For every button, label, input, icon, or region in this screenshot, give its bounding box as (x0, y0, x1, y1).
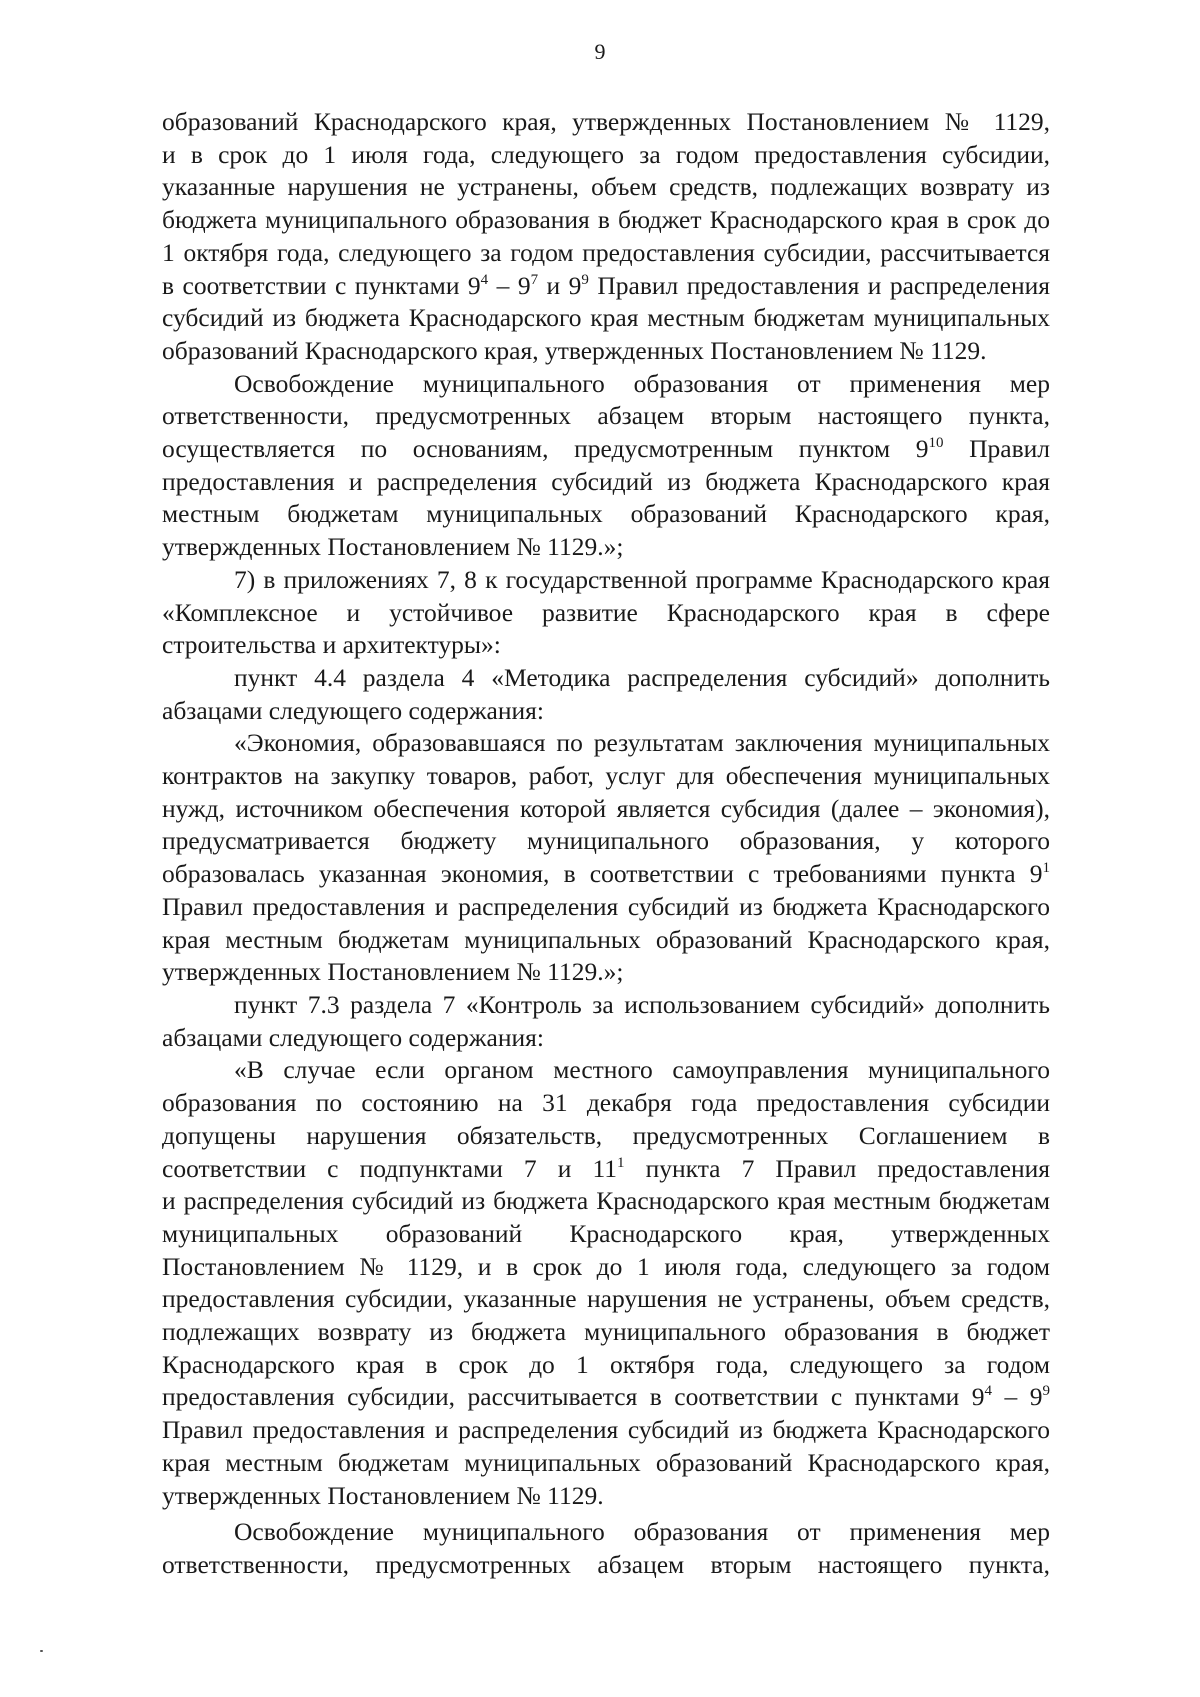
text-segment: образовалась указанная экономия, в соответствии с требованиями пункта 9 (162, 859, 1043, 889)
text-line (162, 433, 1050, 466)
text-line: утвержденных Постановлением № 1129.»; (162, 532, 624, 562)
superscript: 4 (984, 1383, 993, 1400)
text-segment: соответствии с подпунктами 7 и 11 (162, 1153, 618, 1183)
text-line: 7) в приложениях 7, 8 к государственной программе Краснодарского края (234, 564, 1050, 594)
page-number: 9 (594, 39, 606, 64)
text-line (162, 858, 1050, 891)
text-line: и распределения субсидий из бюджета Краснодарского края местным бюджетам (162, 1186, 1050, 1216)
text-line (162, 1153, 1050, 1186)
text-line: края местным бюджетам муниципальных образований Краснодарского края, (162, 1447, 1050, 1477)
text-segment: и 9 (538, 270, 582, 300)
text-segment: – 9 (488, 270, 531, 300)
text-segment: Правил (943, 434, 1050, 464)
text-line: Освобождение муниципального образования от применения мер (234, 1517, 1050, 1547)
text-line: пункт 7.3 раздела 7 «Контроль за использованием субсидий» дополнить (234, 989, 1050, 1019)
text-line: муниципальных образований Краснодарского края, утвержденных (162, 1218, 1050, 1248)
text-segment: пункта 7 Правил предоставления (624, 1153, 1050, 1183)
text-line: местным бюджетам муниципальных образований Краснодарского края, (162, 499, 1050, 529)
text-line: утвержденных Постановлением № 1129.»; (162, 957, 624, 987)
text-line: Правил предоставления и распределения субсидий из бюджета Краснодарского (162, 891, 1050, 921)
paragraph (162, 727, 1050, 989)
text-segment: в соответствии с пунктами 9 (162, 270, 481, 300)
text-line: строительства и архитектуры»: (162, 630, 501, 660)
paragraph (162, 662, 1050, 727)
text-line: предусматривается бюджету муниципального образования, у которого (162, 826, 1050, 856)
superscript: 4 (480, 271, 489, 288)
text-line: субсидий из бюджета Краснодарского края местным бюджетам муниципальных (162, 303, 1050, 333)
text-line: и в срок до 1 июля года, следующего за годом предоставления субсидии, (162, 139, 1050, 169)
document-body (162, 106, 1050, 1582)
text-line: абзацами следующего содержания: (162, 1022, 544, 1052)
text-line: допущены нарушения обязательств, предусмотренных Соглашением в (162, 1120, 1050, 1150)
text-line: Правил предоставления и распределения субсидий из бюджета Краснодарского (162, 1415, 1050, 1445)
text-line: пункт 4.4 раздела 4 «Методика распределения субсидий» дополнить (234, 662, 1050, 692)
scan-speck (40, 1650, 43, 1652)
text-line: Краснодарского края в срок до 1 октября года, следующего за годом (162, 1349, 1050, 1379)
text-segment: осуществляется по основаниям, предусмотренным пунктом 9 (162, 434, 929, 464)
text-line: края местным бюджетам муниципальных образований Краснодарского края, (162, 924, 1050, 954)
text-line (162, 1381, 1050, 1414)
superscript: 1 (1042, 860, 1050, 877)
text-line: бюджета муниципального образования в бюджет Краснодарского края в срок до (162, 205, 1050, 235)
paragraph (162, 564, 1050, 662)
superscript: 9 (581, 271, 589, 288)
text-line: нужд, источником обеспечения которой является субсидия (далее – экономия), (162, 793, 1050, 823)
text-line: абзацами следующего содержания: (162, 695, 544, 725)
text-line: указанные нарушения не устранены, объем средств, подлежащих возврату из (162, 172, 1050, 202)
text-line: предоставления субсидии, указанные нарушения не устранены, объем средств, (162, 1284, 1050, 1314)
text-line: Освобождение муниципального образования от применения мер (234, 368, 1050, 398)
text-line: ответственности, предусмотренных абзацем вторым настоящего пункта, (162, 401, 1050, 431)
text-line: образований Краснодарского края, утвержденных Постановлением № 1129. (162, 335, 987, 365)
text-line: образования по состоянию на 31 декабря года предоставления субсидии (162, 1088, 1050, 1118)
superscript: 9 (1042, 1383, 1050, 1400)
text-line: предоставления и распределения субсидий из бюджета Краснодарского края (162, 466, 1050, 496)
superscript: 7 (530, 271, 539, 288)
paragraph (162, 1054, 1050, 1512)
text-line: контрактов на закупку товаров, работ, услуг для обеспечения муниципальных (162, 761, 1050, 791)
paragraph (162, 106, 1050, 368)
text-line: утвержденных Постановлением № 1129. (162, 1480, 604, 1510)
paragraph (162, 368, 1050, 564)
text-segment: – 9 (992, 1382, 1043, 1412)
superscript: 10 (928, 435, 944, 452)
text-line: 1 октября года, следующего за годом предоставления субсидии, рассчитывается (162, 237, 1050, 267)
text-line: «В случае если органом местного самоуправления муниципального (234, 1055, 1050, 1085)
text-segment: предоставления субсидии, рассчитывается в соответствии с пунктами 9 (162, 1382, 985, 1412)
superscript: 1 (617, 1154, 625, 1171)
paragraph (162, 989, 1050, 1054)
text-line: образований Краснодарского края, утвержденных Постановлением № 1129, (162, 107, 1050, 136)
text-line: Постановлением № 1129, и в срок до 1 июля года, следующего за годом (162, 1251, 1050, 1281)
text-line: «Комплексное и устойчивое развитие Краснодарского края в сфере (162, 597, 1050, 627)
text-segment: Правил предоставления и распределения (588, 270, 1050, 300)
paragraph (162, 1516, 1050, 1581)
text-line (162, 270, 1050, 303)
text-line: «Экономия, образовавшаяся по результатам заключения муниципальных (234, 728, 1050, 758)
text-line: подлежащих возврату из бюджета муниципального образования в бюджет (162, 1317, 1050, 1347)
text-line: ответственности, предусмотренных абзацем вторым настоящего пункта, (162, 1549, 1050, 1579)
